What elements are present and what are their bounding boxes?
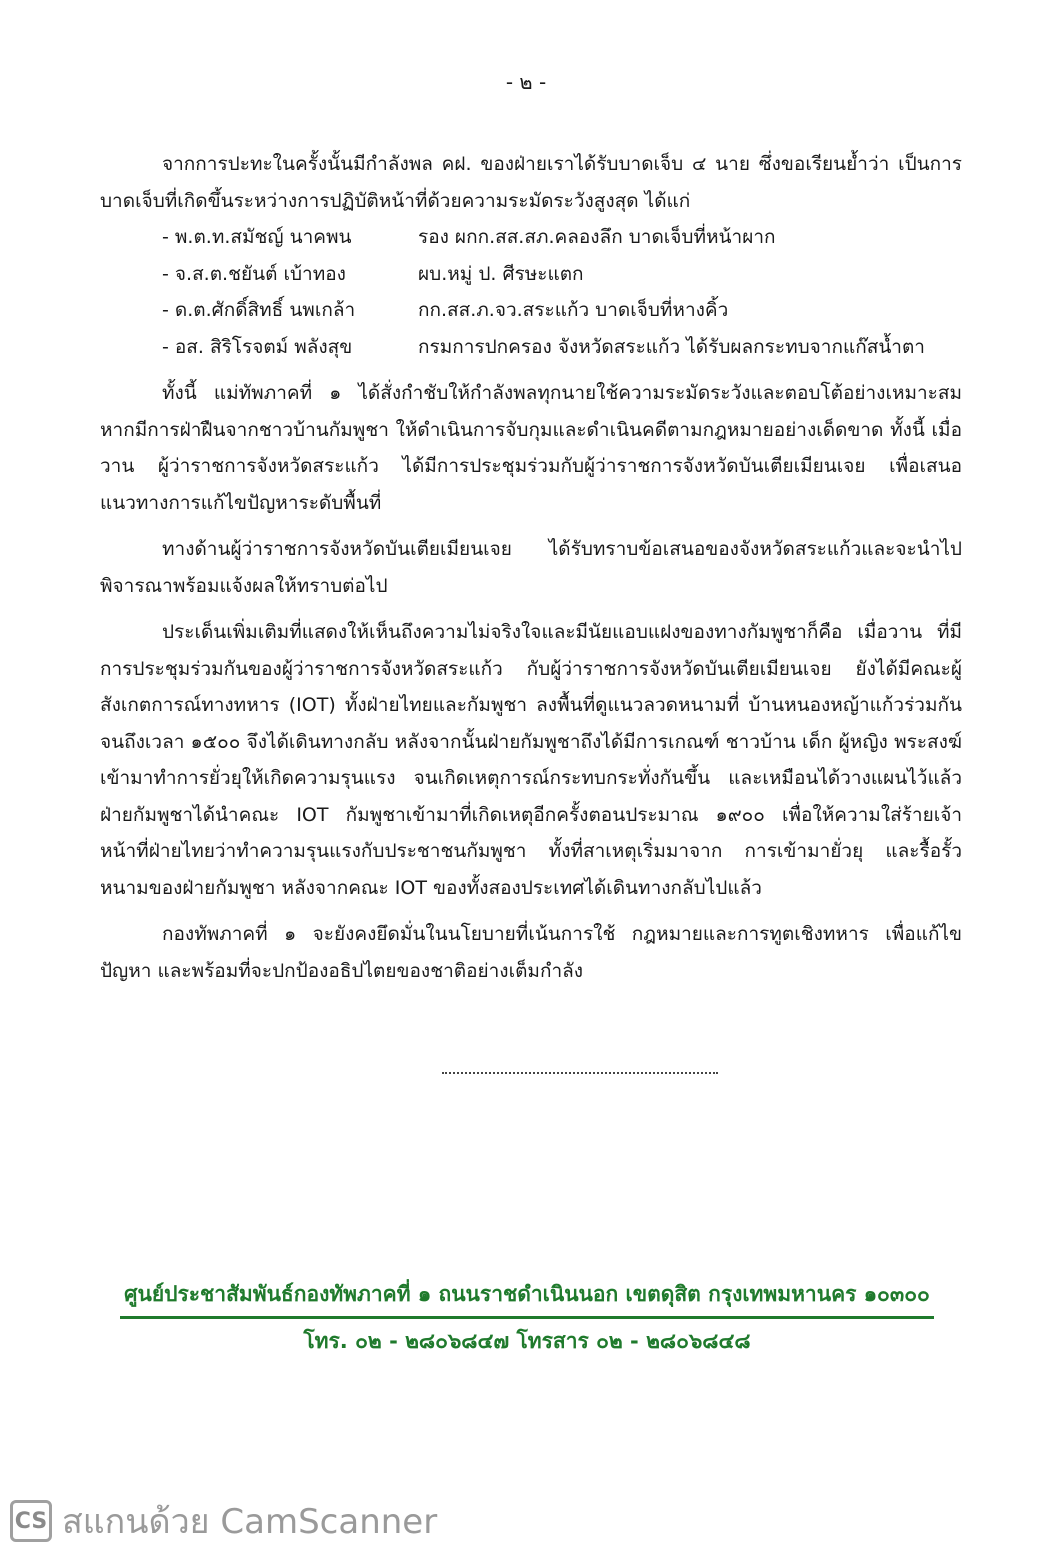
paragraph-policy-statement: กองทัพภาคที่ ๑ จะยังคงยึดมั่นในนโยบายที่เน้นการใช้ กฎหมายและการทูตเชิงทหาร เพื่อแก้ไข ปัญหา และพร้อมที่จะปกป้องอธิปไตยของชาติอย่างเต็มกำลัง — [100, 923, 962, 982]
footer-divider — [120, 1316, 934, 1319]
injured-list — [100, 219, 962, 365]
paragraph-injuries-intro: จากการปะทะในครั้งนั้นมีกำลังพล คฝ. ของฝ่ายเราได้รับบาดเจ็บ ๔ นาย ซึ่งขอเรียนย้ำว่า เป็นการบาดเจ็บที่เกิดขึ้นระหว่างการปฏิบัติหน้าที่ด้วยความระมัดระวังสูงสุด ได้แก่ — [100, 153, 962, 212]
camscanner-watermark — [10, 1494, 437, 1548]
footer-phone: โทร. ๐๒ - ๒๘๐๖๘๔๗ โทรสาร ๐๒ - ๒๘๐๖๘๔๘ — [303, 1329, 751, 1353]
page-number: - ๒ - — [505, 70, 547, 94]
injured-name: - ด.ต.ศักดิ์สิทธิ์ นพเกล้า — [162, 299, 356, 321]
injured-name: - จ.ส.ต.ชยันต์ เบ้าทอง — [162, 262, 346, 285]
injured-detail: กก.สส.ภ.จว.สระแก้ว บาดเจ็บที่หางคิ้ว — [418, 299, 729, 321]
footer — [120, 1276, 934, 1361]
watermark-text: สแกนด้วย CamScanner — [62, 1502, 438, 1542]
injured-name: - พ.ต.ท.สมัชญ์ นาคพน — [162, 226, 352, 248]
end-marker-dotted-line — [442, 1072, 718, 1074]
injured-detail: รอง ผกก.สส.สภ.คลองลึก บาดเจ็บที่หน้าผาก — [418, 226, 776, 248]
document-body — [100, 146, 962, 989]
camscanner-logo-icon: CS — [10, 1500, 52, 1542]
list-item — [100, 329, 962, 366]
paragraph-governor-response: ทางด้านผู้ว่าราชการจังหวัดบันเตียเมียนเจย ได้รับทราบข้อเสนอของจังหวัดสระแก้วและจะนำไป พิจารณาพร้อมแจ้งผลให้ทราบต่อไป — [100, 538, 962, 597]
footer-address: ศูนย์ประชาสัมพันธ์กองทัพภาคที่ ๑ ถนนราชดำเนินนอก เขตดุสิต กรุงเทพมหานคร ๑๐๓๐๐ — [124, 1282, 930, 1306]
injured-name: - อส. สิริโรจตม์ พลังสุข — [162, 335, 353, 358]
list-item — [100, 219, 962, 256]
list-item — [100, 292, 962, 329]
paragraph-additional-issue: ประเด็นเพิ่มเติมที่แสดงให้เห็นถึงความไม่จริงใจและมีนัยแอบแฝงของทางกัมพูชาก็คือ เมื่อวาน ที่มีการประชุมร่วมกันของผู้ว่าราชการจังหวัดสระแก้ว กับผู้ว่าราชการจังหวัดบันเตียเมียนเจย ยังได้มีคณะผู้สังเกตการณ์ทางทหาร (IOT) ทั้งฝ่ายไทยและกัมพูชา ลงพื้นที่ดูแนวลวดหนามที่ บ้านหนองหญ้าแก้วร่วมกัน จนถึงเวลา ๑๕๐๐ จึงได้เดินทางกลับ หลังจากนั้นฝ่ายกัมพูชาถึงได้มีการเกณฑ์ ชาวบ้าน เด็ก ผู้หญิง พระสงฆ์ เข้ามาทำการยั่วยุให้เกิดความรุนแรง จนเกิดเหตุการณ์กระทบกระทั่งกันขึ้น และเหมือนได้วางแผนไว้แล้ว ฝ่ายกัมพูชาได้นำคณะ IOT กัมพูชาเข้ามาที่เกิดเหตุอีกครั้งตอนประมาณ ๑๙๐๐ เพื่อให้ความใส่ร้ายเจ้าหน้าที่ฝ่ายไทยว่าทำความรุนแรงกับประชาชนกัมพูชา ทั้งที่สาเหตุเริ่มมาจาก การเข้ามายั่วยุ และรื้อรั้วหนามของฝ่ายกัมพูชา หลังจากคณะ IOT ของทั้งสองประเทศได้เดินทางกลับไปแล้ว — [100, 621, 962, 899]
injured-detail: กรมการปกครอง จังหวัดสระแก้ว ได้รับผลกระทบจากแก๊สน้ำตา — [418, 335, 925, 358]
list-item — [100, 256, 962, 293]
injured-detail: ผบ.หมู่ ป. ศีรษะแตก — [418, 262, 584, 285]
paragraph-commander-orders: ทั้งนี้ แม่ทัพภาคที่ ๑ ได้สั่งกำชับให้กำลังพลทุกนายใช้ความระมัดระวังและตอบโต้อย่างเหมาะสม หากมีการฝ่าฝืนจากชาวบ้านกัมพูชา ให้ดำเนินการจับกุมและดำเนินคดีตามกฎหมายอย่างเด็ดขาด ทั้งนี้ เมื่อวาน ผู้ว่าราชการจังหวัดสระแก้ว ได้มีการประชุมร่วมกับผู้ว่าราชการจังหวัดบันเตียเมียนเจย เพื่อเสนอ แนวทางการแก้ไขปัญหาระดับพื้นที่ — [100, 382, 962, 514]
